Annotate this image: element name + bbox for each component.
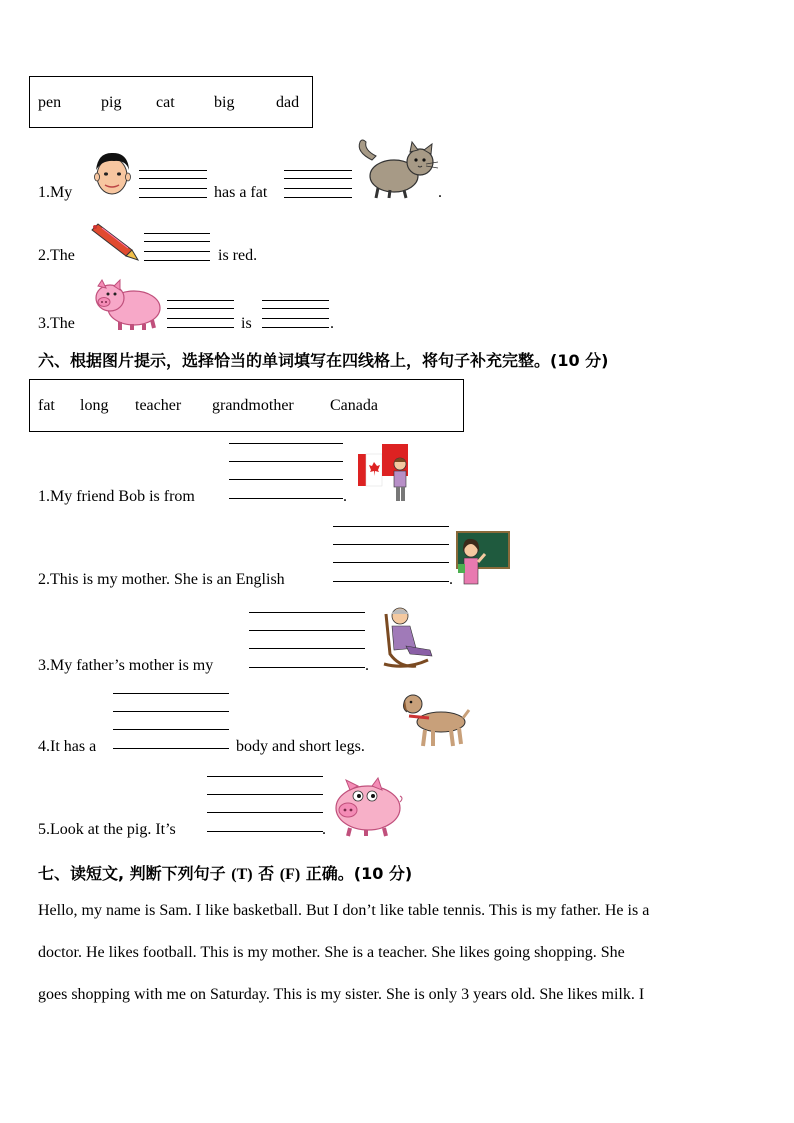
word-bank-item: pig: [101, 94, 122, 111]
passage-line: goes shopping with me on Saturday. This is my sister. She is only 3 years old. She likes milk. I: [38, 986, 645, 1003]
word-bank-item: cat: [156, 94, 175, 111]
question-text: 1.My: [38, 184, 73, 201]
section-7-title: 七、读短文, 判断下列句子 (T) 否 (F) 正确。(10 分): [38, 864, 413, 883]
pig-icon: [90, 278, 164, 332]
question-text: 2.This is my mother. She is an English: [38, 571, 285, 588]
question-text: 4.It has a: [38, 738, 97, 755]
word-bank-box-2: [29, 379, 464, 432]
four-line-grid[interactable]: [113, 693, 229, 751]
question-text: .: [365, 657, 369, 674]
four-line-grid[interactable]: [207, 776, 323, 834]
question-text: body and short legs.: [236, 738, 365, 755]
dad-face-icon: [88, 148, 138, 198]
question-text: 3.My father’s mother is my: [38, 657, 214, 674]
four-line-grid[interactable]: [167, 300, 234, 330]
question-text: .: [438, 184, 442, 201]
word-bank-item: long: [80, 397, 109, 414]
word-bank-item: teacher: [135, 397, 182, 414]
dog-icon: [399, 690, 469, 752]
four-line-grid[interactable]: [139, 170, 207, 200]
four-line-grid[interactable]: [284, 170, 352, 200]
pen-icon: [88, 222, 142, 262]
word-bank-item: Canada: [330, 397, 378, 414]
fat-pig-icon: [326, 778, 404, 838]
four-line-grid[interactable]: [229, 443, 343, 501]
word-bank-item: dad: [276, 94, 300, 111]
cat-icon: [352, 138, 440, 200]
passage-line: Hello, my name is Sam. I like basketball. But I don’t like table tennis. This is my father. He is a: [38, 902, 650, 919]
word-bank-item: grandmother: [212, 397, 294, 414]
passage-line: doctor. He likes football. This is my mother. She is a teacher. She likes going shopping. She: [38, 944, 625, 961]
word-bank-item: big: [214, 94, 235, 111]
question-text: .: [343, 488, 347, 505]
question-text: 3.The: [38, 315, 75, 332]
question-text: 2.The: [38, 247, 75, 264]
canada-boy-icon: [356, 444, 420, 504]
question-text: is: [241, 315, 252, 332]
teacher-icon: [453, 530, 511, 586]
word-bank-item: pen: [38, 94, 62, 111]
question-text: .: [330, 315, 334, 332]
section-6-title: 六、根据图片提示，选择恰当的单词填写在四线格上，将句子补充完整。(10 分): [38, 351, 609, 370]
question-text: 5.Look at the pig. It’s: [38, 821, 176, 838]
true-mark: (T): [231, 866, 253, 883]
question-text: has a fat: [214, 184, 268, 201]
four-line-grid[interactable]: [249, 612, 365, 670]
question-text: 1.My friend Bob is from: [38, 488, 195, 505]
question-text: .: [449, 571, 453, 588]
word-bank-item: fat: [38, 397, 55, 414]
grandmother-icon: [376, 604, 438, 670]
question-text: is red.: [218, 247, 258, 264]
false-mark: (F): [279, 866, 301, 883]
four-line-grid[interactable]: [262, 300, 329, 330]
four-line-grid[interactable]: [333, 526, 449, 584]
four-line-grid[interactable]: [144, 233, 210, 263]
question-text: .: [322, 821, 326, 838]
word-bank-box-1: [29, 76, 313, 128]
